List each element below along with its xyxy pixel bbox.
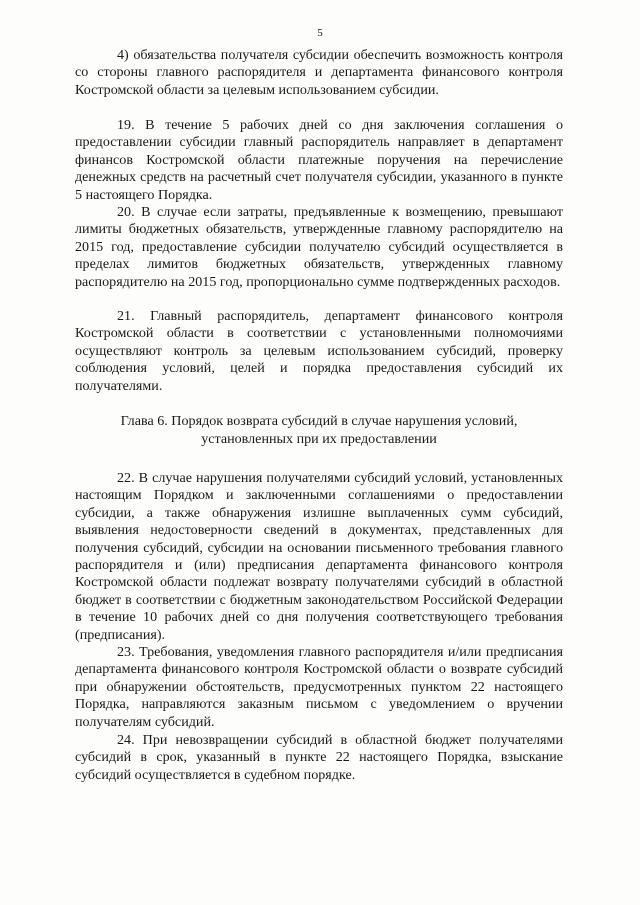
chapter-heading — [75, 412, 563, 448]
paragraph-22: 22. В случае нарушения получателями субсидий условий, установленных настоящим Порядком и заключенными соглашениями о предоставлении субсидии, а также обнаружения излишне выплаченных сумм субсидий, выявления недостоверности сведений в документах, представленных для получения субсидий, субсидии на основании письменного требования главного распорядителя и (или) предписания департамента финансового контроля Костромской области подлежат возврату получателями субсидий в областной бюджет в соответствии с бюджетным законодательством Российской Федерации в течение 10 рабочих дней со дня получения соответствующего требования (предписания). — [75, 470, 563, 643]
paragraph-obligations: 4) обязательства получателя субсидии обеспечить возможность контроля со стороны главного распорядителя и департамента финансового контроля Костромской области за целевым использованием субсидии. — [75, 47, 563, 98]
chapter-heading-line1: Глава 6. Порядок возврата субсидий в случае нарушения условий, — [120, 413, 518, 429]
page-number: 5 — [317, 27, 323, 39]
paragraph-21: 21. Главный распорядитель, департамент финансового контроля Костромской области в соответствии с установленными полномочиями осуществляют контроль за целевым использованием субсидий, проверку соблюдения условий, целей и порядка предоставления субсидий их получателями. — [75, 308, 563, 394]
paragraph-20: 20. В случае если затраты, предъявленные к возмещению, превышают лимиты бюджетных обязательств, утвержденные главному распорядителю на 2015 год, предоставление субсидии получателю субсидий осуществляется в пределах лимитов бюджетных обязательств, утвержденных главному распорядителю на 2015 год, пропорционально сумме подтвержденных расходов. — [75, 204, 563, 290]
paragraph-19: 19. В течение 5 рабочих дней со дня заключения соглашения о предоставлении субсидии главный распорядитель направляет в департамент финансов Костромской области платежные поручения на перечисление денежных средств на расчетный счет получателя субсидии, указанного в пункте 5 настоящего Порядка. — [75, 117, 563, 203]
paragraph-23: 23. Требования, уведомления главного распорядителя и/или предписания департамента финансового контроля Костромской области о возврате субсидий при обнаружении обстоятельств, предусмотренных пунктом 22 настоящего Порядка, направляются заказным письмом с уведомлением о вручении получателям субсидий. — [75, 644, 563, 730]
paragraph-24: 24. При невозвращении субсидий в областной бюджет получателями субсидий в срок, указанный в пункте 22 настоящего Порядка, взыскание субсидий осуществляется в судебном порядке. — [75, 732, 563, 783]
chapter-heading-line2: установленных при их предоставлении — [201, 431, 437, 447]
